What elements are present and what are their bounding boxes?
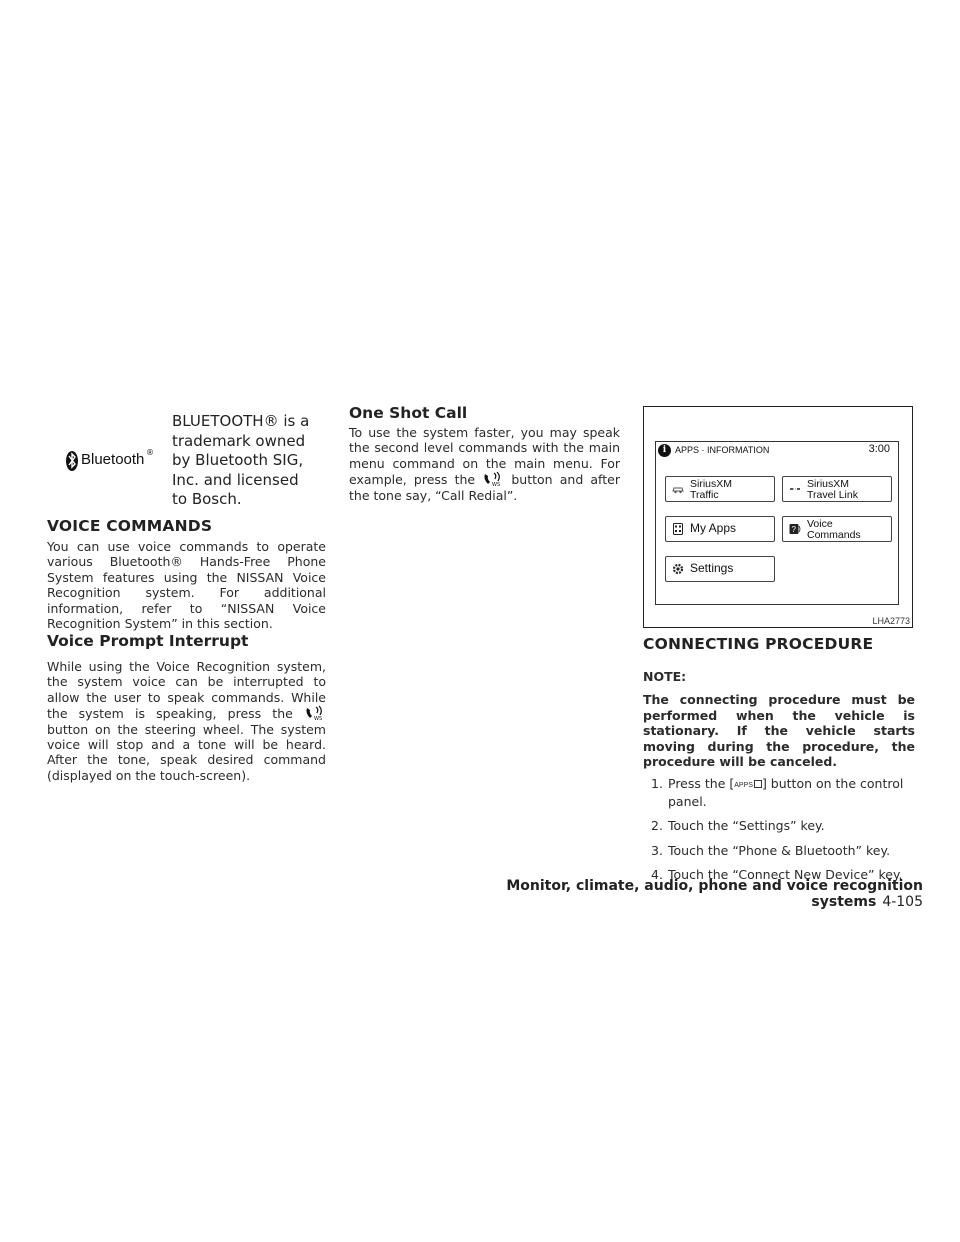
voice-commands-section xyxy=(47,517,326,631)
voice-prompt-interrupt-heading: Voice Prompt Interrupt xyxy=(47,632,249,650)
step-number: 2. xyxy=(651,818,663,834)
step-item xyxy=(643,776,915,809)
step-text: ] button on the control panel. xyxy=(668,776,904,809)
voice-icon xyxy=(789,523,801,535)
talk-button-icon xyxy=(482,471,504,487)
body-text: button and after the tone say, “Call Redial”. xyxy=(349,472,620,503)
apps-information-figure xyxy=(643,406,913,628)
connecting-procedure-heading: CONNECTING PROCEDURE xyxy=(643,635,874,653)
page-footer xyxy=(423,878,923,910)
gear-icon xyxy=(672,563,684,575)
note-label: NOTE: xyxy=(643,669,687,684)
bluetooth-wordmark: Bluetooth xyxy=(81,451,145,468)
key-label: Voice Commands xyxy=(807,518,861,541)
svg-text:WS: WS xyxy=(492,482,501,488)
my-apps-key[interactable] xyxy=(665,516,775,542)
figure-code: LHA2773 xyxy=(872,616,910,626)
trademark-line: by Bluetooth SIG, xyxy=(172,451,304,469)
trademark-line: BLUETOOTH® is a xyxy=(172,412,310,430)
step-item xyxy=(643,843,915,858)
trademark-line: to Bosch. xyxy=(172,490,242,508)
voice-commands-key[interactable] xyxy=(782,516,892,542)
screen-clock: 3:00 xyxy=(868,443,890,455)
one-shot-call-heading: One Shot Call xyxy=(349,404,468,422)
info-icon: i xyxy=(658,444,671,457)
bluetooth-logo xyxy=(64,448,154,474)
voice-prompt-interrupt-body xyxy=(47,659,326,783)
body-text: To use the system faster, you may speak the second level commands with the main menu command on the main menu. For example, press the xyxy=(349,425,620,488)
bluetooth-trademark-text xyxy=(172,412,322,510)
step-number: 1. xyxy=(651,776,663,792)
step-text: Press the [ xyxy=(668,776,735,792)
step-item xyxy=(643,818,915,833)
registered-mark: ® xyxy=(146,448,154,457)
key-label: SiriusXM Travel Link xyxy=(807,478,858,501)
screen-title: APPS · INFORMATION xyxy=(675,445,770,455)
step-text: Touch the “Connect New Device” key. xyxy=(668,867,903,883)
apps-button-icon: APPS xyxy=(734,778,762,793)
one-shot-call-body xyxy=(349,425,620,503)
talk-button-icon xyxy=(304,705,326,721)
step-text: Touch the “Settings” key. xyxy=(668,818,825,834)
page-number: 4-105 xyxy=(882,894,923,910)
grid-icon xyxy=(672,523,684,535)
trademark-line: Inc. and licensed xyxy=(172,470,299,489)
siriusxm-travel-link-key[interactable] xyxy=(782,476,892,502)
note-text: The connecting procedure must be performed when the vehicle is stationary. If the vehicle starts moving during the procedure, the procedure will be canceled. xyxy=(643,692,915,770)
link-icon xyxy=(789,483,801,495)
steps-list xyxy=(643,776,915,882)
one-shot-call-section xyxy=(349,404,620,503)
svg-text:WS: WS xyxy=(313,716,323,722)
step-number: 3. xyxy=(651,842,663,858)
screen-header xyxy=(656,442,898,460)
car-icon xyxy=(672,483,684,495)
voice-prompt-interrupt-section xyxy=(47,632,326,783)
body-text: While using the Voice Recognition system, the system voice can be interrupted to allow the user to speak commands. While the system is speaking, press the xyxy=(47,659,326,722)
voice-commands-heading: VOICE COMMANDS xyxy=(47,517,213,535)
trademark-line: trademark owned xyxy=(172,431,306,450)
step-text: Touch the “Phone & Bluetooth” key. xyxy=(668,842,891,858)
settings-key[interactable] xyxy=(665,556,775,582)
key-label: Settings xyxy=(690,561,734,575)
body-text: button on the steering wheel. The system voice will stop and a tone will be heard. After the tone, speak desired command (displayed on the touch-screen). xyxy=(47,721,326,783)
step-number: 4. xyxy=(651,867,663,883)
siriusxm-traffic-key[interactable] xyxy=(665,476,775,502)
key-label: My Apps xyxy=(690,521,737,535)
footer-section-title: Monitor, climate, audio, phone and voice recognition systems xyxy=(506,878,923,910)
svg-text:?: ? xyxy=(791,525,796,534)
key-label: SiriusXM Traffic xyxy=(690,478,733,501)
touch-screen xyxy=(655,441,899,605)
voice-commands-body: You can use voice commands to operate various Bluetooth® Hands-Free Phone System features using the NISSAN Voice Recognition system. For additional information, refer to “NISSAN Voice Recognition System” in this section. xyxy=(47,539,326,632)
connecting-procedure-section xyxy=(643,635,915,891)
